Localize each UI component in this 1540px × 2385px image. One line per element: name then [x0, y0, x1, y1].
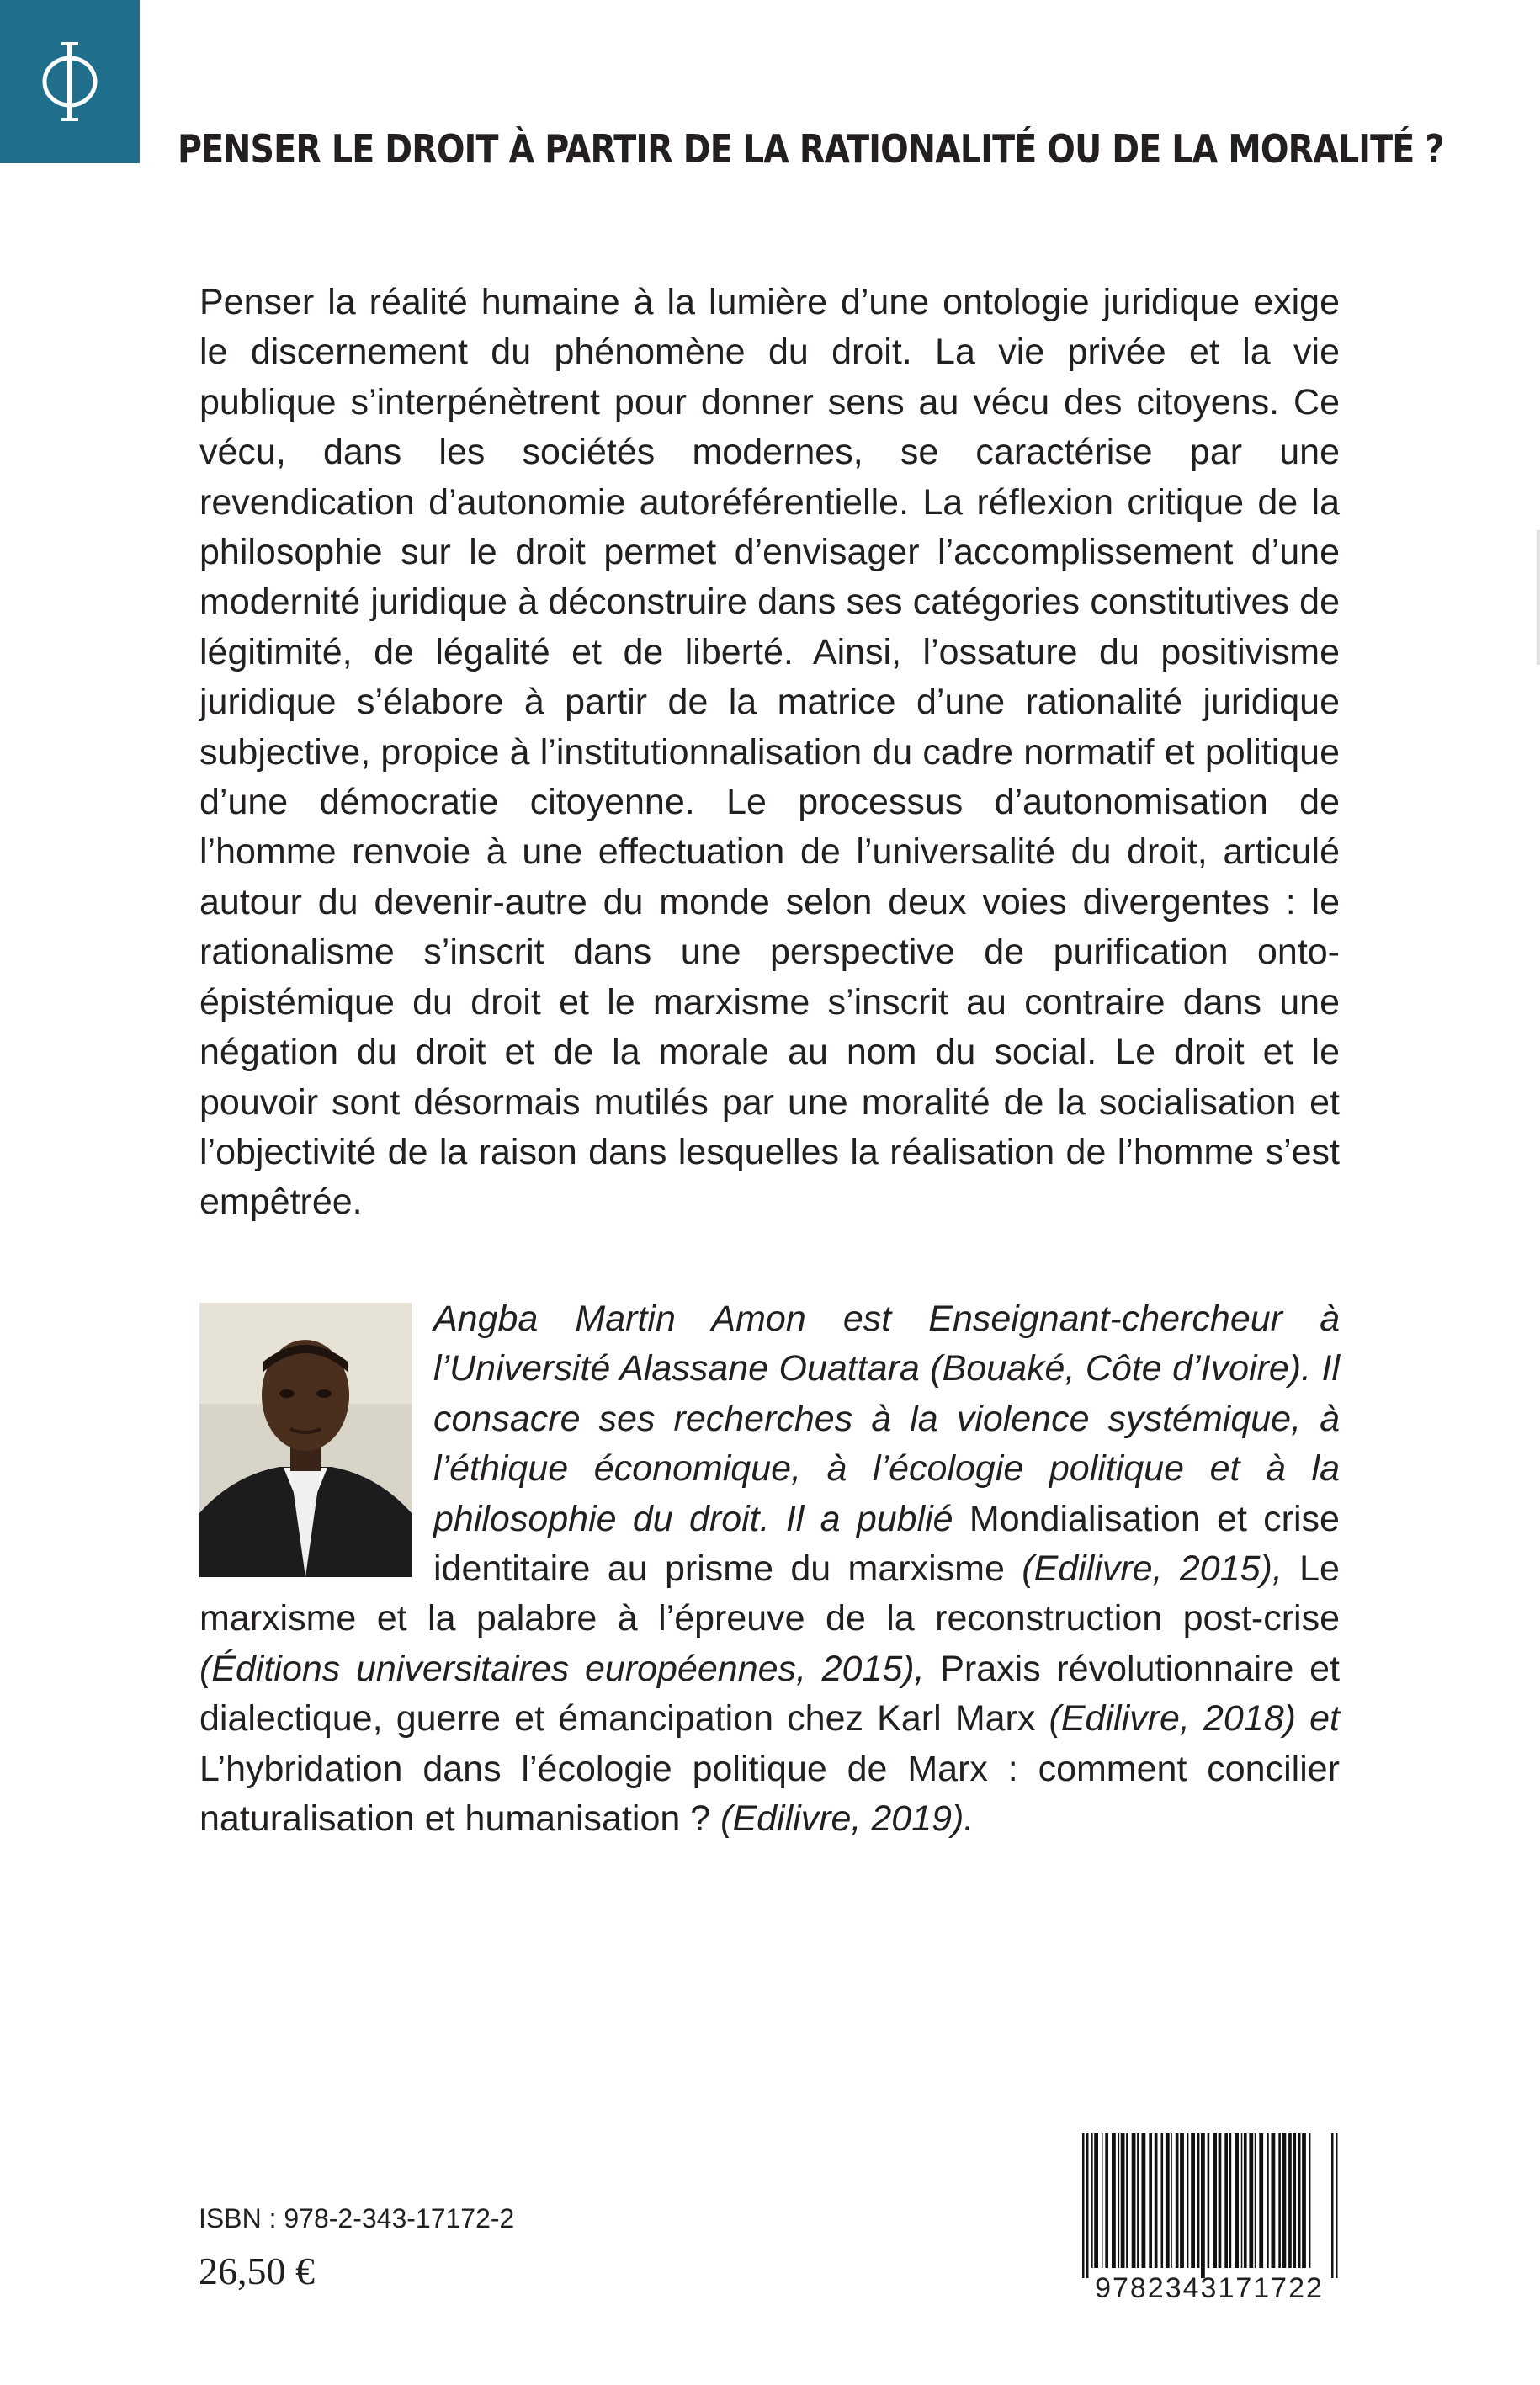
summary-text: Penser la réalité humaine à la lumière d’une ontologie juridique exige le discernement du phénomène du droit. La vie privée et la vie publique s’interpénètrent pour donner sens au vécu des citoyens. Ce vécu, dans les sociétés modernes, se caractérise par une revendication d’autonomie autoréférentielle. La réflexion critique de la philosophie sur le droit permet d’envisager l’accomplissement d’une modernité juridique à déconstruire dans ses catégories constitutives de légitimité, de légalité et de liberté. Ainsi, l’ossature du positivisme juridique s’élabore à partir de la matrice d’une rationalité juridique subjective, propice à l’institutionnalisation du cadre normatif et politique d’une démocratie citoyenne. Le processus d’autonomisation de l’homme renvoie à une effectuation de l’universalité du droit, articulé autour du devenir-autre du monde selon deux voies divergentes : le rationalisme s’inscrit dans une perspective de purification onto-épistémique du droit et le marxisme s’inscrit au contraire dans une négation du droit et de la morale au nom du social. Le droit et le pouvoir sont désormais mutilés par une moralité de la socialisation et l’objectivité de la raison dans lesquelles la réalisation de l’homme s’est empêtrée.: [199, 282, 1340, 1223]
barcode-bar: [1132, 2133, 1136, 2268]
barcode-bar: [1235, 2133, 1239, 2268]
barcode-bar: [1171, 2133, 1172, 2268]
author-bio: [199, 1294, 1340, 1844]
author-name: Angba Martin Amon: [433, 1299, 806, 1339]
work-title: Le marxisme et la palabre à l’épreuve de la reconstruction post-crise: [199, 1548, 1340, 1639]
edge-mark: [1537, 530, 1540, 665]
barcode-bar: [1208, 2133, 1210, 2268]
phi-logo-icon: [36, 35, 104, 128]
barcode-bar: [1126, 2133, 1128, 2268]
barcode-number: 9782343171722: [1095, 2272, 1324, 2304]
barcode-bar: [1094, 2133, 1098, 2268]
barcode-bar: [1118, 2133, 1120, 2268]
barcode-bar: [1091, 2133, 1093, 2268]
barcode-bar: [1309, 2133, 1311, 2268]
barcode-bar: [1224, 2133, 1228, 2268]
isbn: ISBN : 978-2-343-17172-2: [199, 2203, 515, 2234]
barcode-bar: [1255, 2133, 1256, 2268]
barcode-bar: [1336, 2133, 1338, 2278]
barcode-bar: [1086, 2133, 1089, 2278]
barcode-bar: [1331, 2133, 1334, 2278]
barcode-bar: [1282, 2133, 1287, 2268]
work-publisher: (Edilivre, 2015),: [1004, 1548, 1300, 1590]
barcode-bar: [1302, 2133, 1306, 2268]
book-title: PENSER LE DROIT À PARTIR DE LA RATIONALITÉ OU DE LA MORALITÉ ?: [178, 126, 1444, 172]
work-publisher: (Éditions universitaires européennes, 2015),: [199, 1648, 941, 1689]
barcode-bar: [1180, 2133, 1184, 2268]
work-title: L’hybridation dans l’écologie politique de Marx : comment concilier naturalisation et humanisation ?: [199, 1748, 1340, 1840]
barcode-bar: [1176, 2133, 1179, 2268]
barcode-bar: [1278, 2133, 1281, 2268]
barcode-bar: [1293, 2133, 1296, 2268]
barcode-bar: [1267, 2133, 1269, 2268]
barcode-bar: [1298, 2133, 1301, 2268]
work-title: Praxis révolutionnaire et dialectique, guerre et émancipation chez Karl Marx: [199, 1648, 1340, 1740]
barcode-bar: [1229, 2133, 1232, 2268]
back-cover-summary: [199, 278, 1340, 1228]
barcode-bar: [1102, 2133, 1103, 2268]
barcode-bar: [1219, 2133, 1222, 2268]
barcode-bar: [1201, 2133, 1205, 2278]
work-publisher: (Edilivre, 2018) et: [1035, 1698, 1340, 1740]
barcode-bar: [1259, 2133, 1263, 2268]
barcode-bar: [1112, 2133, 1116, 2268]
barcode-bar: [1161, 2133, 1164, 2268]
barcode-bar: [1288, 2133, 1292, 2268]
barcode-bar: [1166, 2133, 1170, 2268]
barcode-bar: [1155, 2133, 1158, 2268]
barcode-icon: [1079, 2133, 1340, 2278]
barcode-bar: [1272, 2133, 1276, 2268]
work-title: Mondialisation et crise identitaire au prisme du marxisme: [433, 1498, 1340, 1590]
barcode-bar: [1082, 2133, 1085, 2278]
barcode-bar: [1121, 2133, 1125, 2268]
barcode-bar: [1187, 2133, 1189, 2268]
barcode-bar: [1191, 2133, 1195, 2268]
barcode-bar: [1149, 2133, 1152, 2268]
author-intro: est Enseignant-chercheur à l’Université Alassane Ouattara (Bouaké, Côte d’Ivoire). Il consacre ses recherches à la violence systémique, à l’éthique économique, à l’écologie politique et à la philosophie du droit. Il a publié: [433, 1299, 1340, 1539]
barcode-bar: [1241, 2133, 1243, 2268]
barcode-bar: [1105, 2133, 1108, 2268]
barcode-bar: [1249, 2133, 1253, 2268]
barcode-bar: [1197, 2133, 1200, 2268]
publisher-logo: [0, 0, 140, 163]
price: 26,50 €: [199, 2250, 315, 2292]
work-publisher: (Edilivre, 2019).: [710, 1798, 974, 1840]
barcode-bar: [1244, 2133, 1247, 2268]
barcode-bar: [1137, 2133, 1139, 2268]
barcode-bar: [1142, 2133, 1146, 2268]
barcode-bar: [1213, 2133, 1217, 2268]
